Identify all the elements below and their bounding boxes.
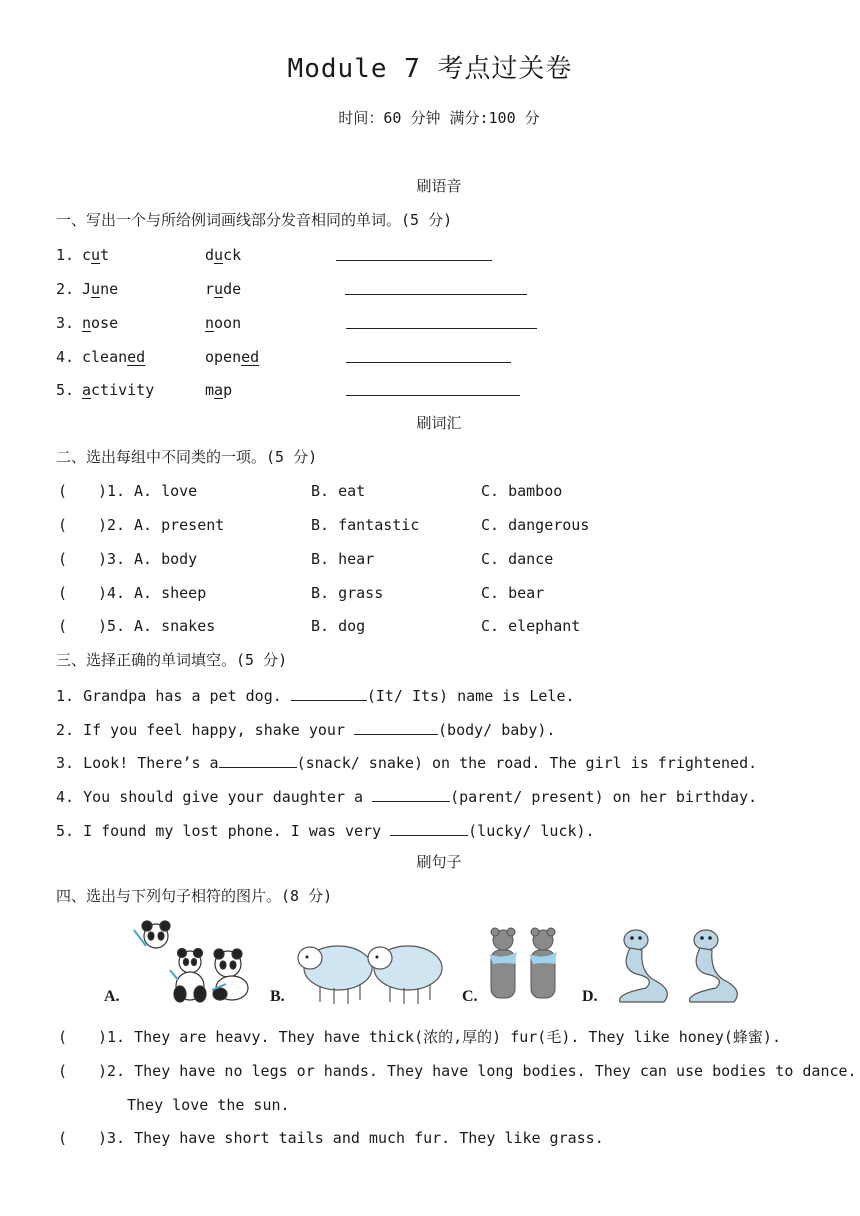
part4-item-continuation: They love the sun.: [127, 1096, 290, 1114]
part3-item: 1. Grandpa has a pet dog. (It/ Its) name is Lele.: [56, 684, 575, 706]
part2-item-number: )3.: [98, 550, 126, 568]
part1-instruction: 一、写出一个与所给例词画线部分发音相同的单词。(5 分): [56, 211, 453, 229]
option-a: A. present: [134, 516, 225, 534]
option-b: B. grass: [311, 584, 384, 602]
answer-blank[interactable]: [346, 379, 520, 401]
section-heading-sentence: 刷句子: [416, 853, 462, 871]
picture-options: [100, 918, 760, 1010]
answer-bracket[interactable]: (: [58, 550, 68, 568]
part2-instruction: 二、选出每组中不同类的一项。(5 分): [56, 448, 318, 466]
part1-compare-word: duck: [205, 246, 242, 264]
option-a: A. snakes: [134, 617, 216, 635]
picture-letter-b: B.: [270, 988, 285, 1005]
part1-example-word: nose: [82, 314, 119, 332]
answer-bracket[interactable]: (: [58, 1028, 68, 1046]
part1-compare-word: noon: [205, 314, 242, 332]
part2-item-number: )4.: [98, 584, 126, 602]
option-c: C. dance: [481, 550, 554, 568]
part1-example-word: activity: [82, 381, 155, 399]
part1-example-word: June: [82, 280, 119, 298]
snake-picture-icon: [606, 918, 756, 1010]
answer-blank[interactable]: [372, 785, 450, 802]
option-a: A. body: [134, 550, 198, 568]
sheep-picture-icon: [290, 918, 450, 1008]
answer-blank[interactable]: [346, 346, 511, 368]
answer-blank[interactable]: [346, 312, 537, 334]
option-c: C. bear: [481, 584, 545, 602]
part4-item: )1. They are heavy. They have thick(浓的,厚的) fur(毛). They like honey(蜂蜜).: [98, 1028, 781, 1046]
part3-item: 4. You should give your daughter a (parent/ present) on her birthday.: [56, 785, 757, 807]
part4-instruction: 四、选出与下列句子相符的图片。(8 分): [56, 887, 333, 905]
page-title: Module 7 考点过关卷: [287, 54, 573, 84]
part1-item-number: 4.: [56, 348, 75, 366]
option-b: B. hear: [311, 550, 375, 568]
answer-blank[interactable]: [345, 278, 527, 300]
time-info: 时间：60 分钟 满分:100 分: [338, 109, 540, 127]
answer-bracket[interactable]: (: [58, 482, 68, 500]
part1-compare-word: rude: [205, 280, 242, 298]
part1-item-number: 3.: [56, 314, 75, 332]
option-c: C. dangerous: [481, 516, 590, 534]
answer-bracket[interactable]: (: [58, 617, 68, 635]
panda-picture-icon: [128, 918, 258, 1008]
part4-item: )3. They have short tails and much fur. They like grass.: [98, 1129, 604, 1147]
option-b: B. eat: [311, 482, 366, 500]
part1-example-word: cleaned: [82, 348, 146, 366]
answer-blank[interactable]: [336, 244, 492, 266]
section-heading-vocab: 刷词汇: [416, 414, 462, 432]
part1-item-number: 5.: [56, 381, 75, 399]
option-c: C. elephant: [481, 617, 581, 635]
section-heading-phonics: 刷语音: [416, 177, 462, 195]
picture-letter-d: D.: [582, 988, 598, 1005]
part3-item: 5. I found my lost phone. I was very (lucky/ luck).: [56, 819, 595, 841]
picture-letter-a: A.: [104, 988, 120, 1005]
option-c: C. bamboo: [481, 482, 563, 500]
part3-item: 3. Look! There’s a (snack/ snake) on the road. The girl is frightened.: [56, 751, 757, 773]
option-b: B. dog: [311, 617, 366, 635]
picture-letter-c: C.: [462, 988, 478, 1005]
part1-example-word: cut: [82, 246, 110, 264]
answer-blank[interactable]: [219, 751, 297, 768]
part3-instruction: 三、选择正确的单词填空。(5 分): [56, 651, 288, 669]
option-b: B. fantastic: [311, 516, 420, 534]
part2-item-number: )2.: [98, 516, 126, 534]
part3-item: 2. If you feel happy, shake your (body/ baby).: [56, 718, 555, 740]
part2-item-number: )5.: [98, 617, 126, 635]
option-a: A. sheep: [134, 584, 207, 602]
answer-bracket[interactable]: (: [58, 516, 68, 534]
answer-bracket[interactable]: (: [58, 1129, 68, 1147]
option-a: A. love: [134, 482, 198, 500]
part1-compare-word: map: [205, 381, 233, 399]
part4-item: )2. They have no legs or hands. They have long bodies. They can use bodies to dance.: [98, 1062, 857, 1080]
part2-item-number: )1.: [98, 482, 126, 500]
part1-item-number: 1.: [56, 246, 75, 264]
answer-bracket[interactable]: (: [58, 1062, 68, 1080]
answer-bracket[interactable]: (: [58, 584, 68, 602]
part1-compare-word: opened: [205, 348, 260, 366]
answer-blank[interactable]: [390, 819, 468, 836]
answer-blank[interactable]: [354, 718, 438, 735]
part1-item-number: 2.: [56, 280, 75, 298]
answer-blank[interactable]: [291, 684, 367, 701]
bear-picture-icon: [485, 918, 565, 1010]
